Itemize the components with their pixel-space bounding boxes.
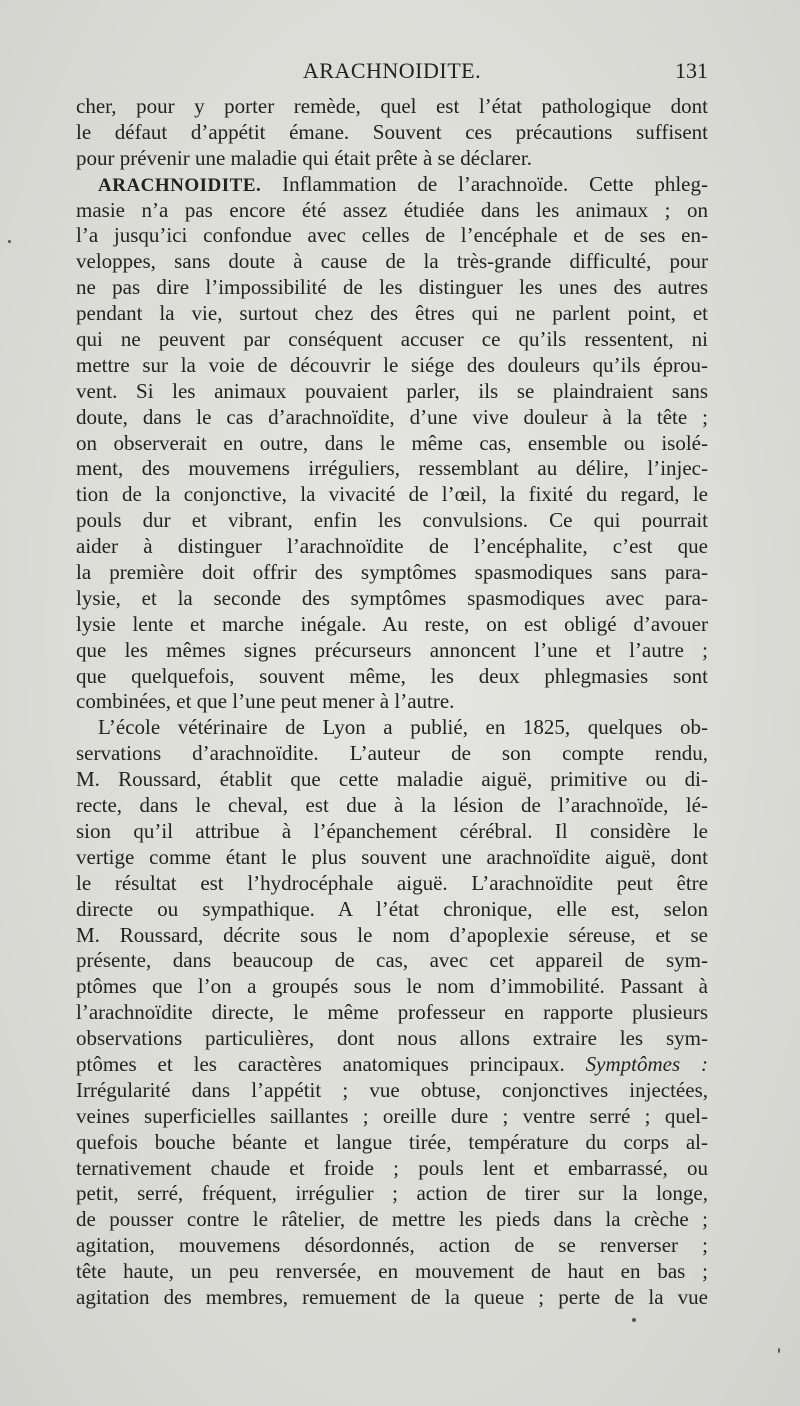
text-line: cher, pour y porter remède, quel est l’état pathologique dont xyxy=(76,94,708,118)
text-line: qui ne peuvent par conséquent accuser ce qu’ils ressentent, ni xyxy=(76,327,708,352)
text-line: vertige comme étant le plus souvent une arachnoïdite aiguë, dont xyxy=(76,844,708,869)
text-line: M. Roussard, décrite sous le nom d’apoplexie séreuse, et se xyxy=(76,922,708,947)
text-line: L’école vétérinaire de Lyon a publié, en 1825, quelques ob- xyxy=(98,715,708,740)
running-title: ARACHNOIDITE. xyxy=(302,58,482,83)
text-line: que quelquefois, souvent même, les deux phlegmasies sont xyxy=(76,663,708,688)
text-line: le résultat est l’hydrocéphale aiguë. L’arachnoïdite peut être xyxy=(76,870,708,895)
text-line: ternativement chaude et froide ; pouls lent et embarrassé, ou xyxy=(76,1155,708,1180)
text-line: aider à distinguer l’arachnoïdite de l’encéphalite, c’est que xyxy=(76,534,708,559)
text-line: petit, serré, fréquent, irrégulier ; action de tirer sur la longe, xyxy=(76,1181,708,1206)
text-line: servations d’arachnoïdite. L’auteur de son compte rendu, xyxy=(76,741,708,766)
text-line: observations particulières, dont nous allons extraire les sym- xyxy=(76,1026,708,1051)
text-segment: ptômes et les caractères anatomiques principaux. xyxy=(76,1051,565,1076)
text-line: agitation, mouvemens désordonnés, action de se renverser ; xyxy=(76,1233,708,1258)
text-line: présente, dans beaucoup de cas, avec cet appareil de sym- xyxy=(76,948,708,973)
entry-heading-line xyxy=(76,172,708,198)
text-line: tête haute, un peu renversée, en mouvement de haut en bas ; xyxy=(76,1259,708,1284)
paper-speck xyxy=(632,1318,636,1322)
text-line: l’arachnoïdite directe, le même professeur en rapporte plusieurs xyxy=(76,1000,708,1025)
text-line: l’a jusqu’ici confondue avec celles de l’encéphale et de ses en- xyxy=(76,223,708,248)
page-header xyxy=(76,58,708,94)
body-text xyxy=(76,94,708,1311)
text-line: on observerait en outre, dans le même cas, ensemble ou isolé- xyxy=(76,430,708,455)
text-line: vent. Si les animaux pouvaient parler, ils se plaindraient sans xyxy=(76,378,708,403)
text-line: M. Roussard, établit que cette maladie aiguë, primitive ou di- xyxy=(76,767,708,792)
text-line: masie n’a pas encore été assez étudiée dans les animaux ; on xyxy=(76,197,708,222)
paper-speck xyxy=(778,1348,780,1353)
text-line: pour prévenir une maladie qui était prête à se déclarer. xyxy=(76,145,532,170)
text-line: recte, dans le cheval, est due à la lésion de l’arachnoïde, lé- xyxy=(76,793,708,818)
paper-speck xyxy=(8,240,11,243)
text-line: ne pas dire l’impossibilité de les distinguer les unes des autres xyxy=(76,275,708,300)
text-line: lysie, et la seconde des symptômes spasmodiques avec para- xyxy=(76,585,708,610)
text-line: pendant la vie, surtout chez des êtres qui ne parlent point, et xyxy=(76,301,708,326)
text-line: combinées, et que l’une peut mener à l’autre. xyxy=(76,689,455,714)
text-line: lysie lente et marche inégale. Au reste, on est obligé d’avouer xyxy=(76,611,708,636)
text-line: directe ou sympathique. A l’état chronique, elle est, selon xyxy=(76,896,708,921)
entry-definition: Inflammation de l’arachnoïde. Cette phleg- xyxy=(261,171,708,196)
text-line: veines superficielles saillantes ; oreille dure ; ventre serré ; quel- xyxy=(76,1103,708,1128)
text-line: de pousser contre le râtelier, de mettre les pieds dans la crèche ; xyxy=(76,1207,708,1232)
text-line: sion qu’il attribue à l’épanchement cérébral. Il considère le xyxy=(76,818,708,843)
text-line: veloppes, sans doute à cause de la très-grande difficulté, pour xyxy=(76,249,708,274)
symptoms-label: Symptômes : xyxy=(585,1051,709,1076)
page-number: 131 xyxy=(675,58,708,83)
text-line: ptômes que l’on a groupés sous le nom d’immobilité. Passant à xyxy=(76,974,708,999)
text-line: doute, dans le cas d’arachnoïdite, d’une vive douleur à la tête ; xyxy=(76,404,708,429)
text-line: tion de la conjonctive, la vivacité de l’œil, la fixité du regard, le xyxy=(76,482,708,507)
text-line: agitation des membres, remuement de la queue ; perte de la vue xyxy=(76,1284,708,1309)
text-line: Irrégularité dans l’appétit ; vue obtuse, conjonctives injectées, xyxy=(76,1077,708,1102)
text-line: pouls dur et vibrant, enfin les convulsions. Ce qui pourrait xyxy=(76,508,708,533)
text-line: le défaut d’appétit émane. Souvent ces précautions suffisent xyxy=(76,119,708,144)
symptoms-heading-line xyxy=(76,1052,708,1078)
text-line: la première doit offrir des symptômes spasmodiques sans para- xyxy=(76,560,708,585)
text-line: que les mêmes signes précurseurs annoncent l’une et l’autre ; xyxy=(76,637,708,662)
entry-headword: ARACHNOIDITE. xyxy=(98,174,262,196)
text-line: quefois bouche béante et langue tirée, température du corps al- xyxy=(76,1129,708,1154)
text-line: mettre sur la voie de découvrir le siége des douleurs qu’ils éprou- xyxy=(76,352,708,377)
text-line: ment, des mouvemens irréguliers, ressemblant au délire, l’injec- xyxy=(76,456,708,481)
